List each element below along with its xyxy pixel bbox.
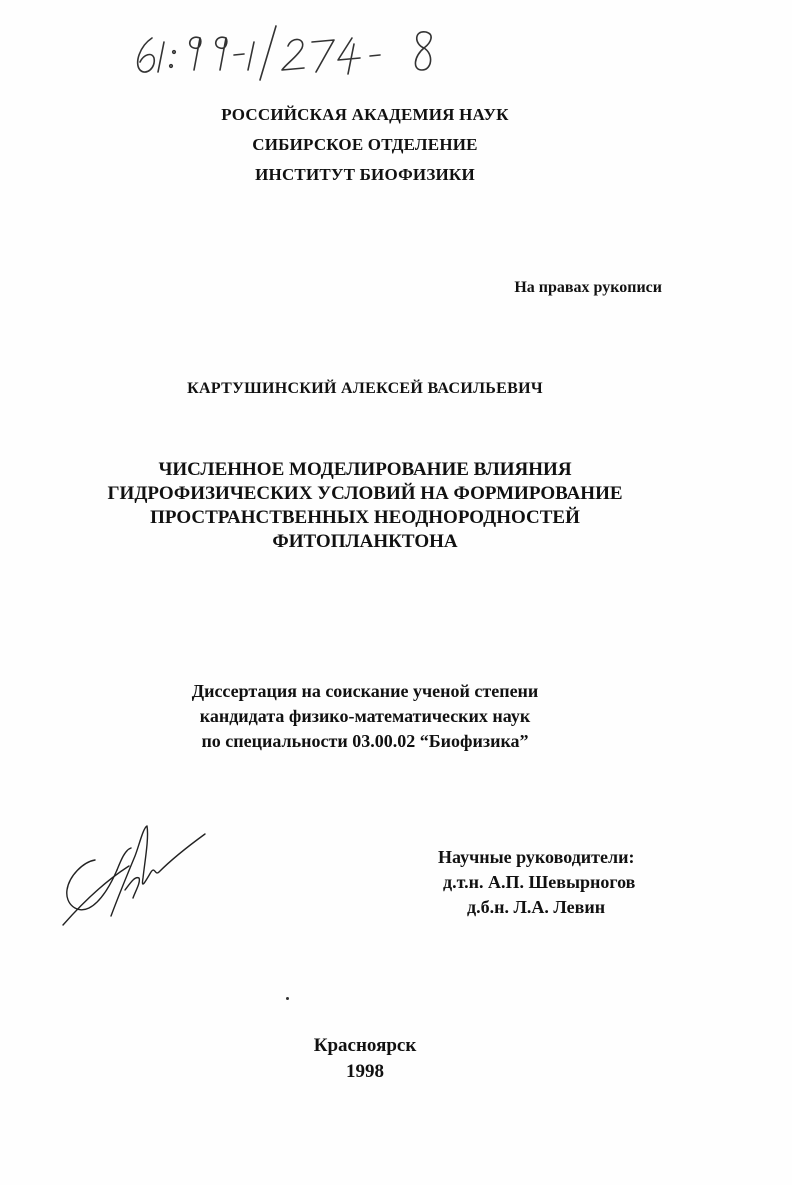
advisor-name: д.б.н. Л.А. Левин [467,897,606,917]
degree-statement [0,679,730,754]
place-and-year [0,1033,730,1085]
title-line: ГИДРОФИЗИЧЕСКИХ УСЛОВИЙ НА ФОРМИРОВАНИЕ [107,483,623,504]
degree-line: кандидата физико-математических наук [199,706,531,726]
handwritten-catalog-code [130,8,460,88]
advisor-name: д.т.н. А.П. Шевырногов [443,872,636,892]
signature-drawing [55,820,215,930]
rights-notice: На правах рукописи [514,279,662,296]
title-line: ПРОСТРАНСТВЕННЫХ НЕОДНОРОДНОСТЕЙ [150,507,580,528]
dissertation-title [0,458,730,554]
scientific-advisors [438,845,718,920]
advisors-heading: Научные руководители: [438,847,635,867]
branch-name: СИБИРСКОЕ ОТДЕЛЕНИЕ [252,135,478,154]
degree-line: по специальности 03.00.02 “Биофизика” [201,731,529,751]
degree-line: Диссертация на соискание ученой степени [191,681,539,701]
author-name: КАРТУШИНСКИЙ АЛЕКСЕЙ ВАСИЛЬЕВИЧ [187,380,543,397]
handwritten-signature [55,820,215,930]
institute-name: ИНСТИТУТ БИОФИЗИКИ [255,165,475,184]
title-line: ФИТОПЛАНКТОНА [272,531,458,552]
handwritten-code-drawing [130,8,460,88]
paper-speck [286,997,289,1000]
academy-name: РОССИЙСКАЯ АКАДЕМИЯ НАУК [221,105,509,124]
year: 1998 [346,1061,384,1082]
city: Красноярск [313,1035,417,1056]
title-line: ЧИСЛЕННОЕ МОДЕЛИРОВАНИЕ ВЛИЯНИЯ [158,459,572,480]
institution-header [0,100,730,190]
